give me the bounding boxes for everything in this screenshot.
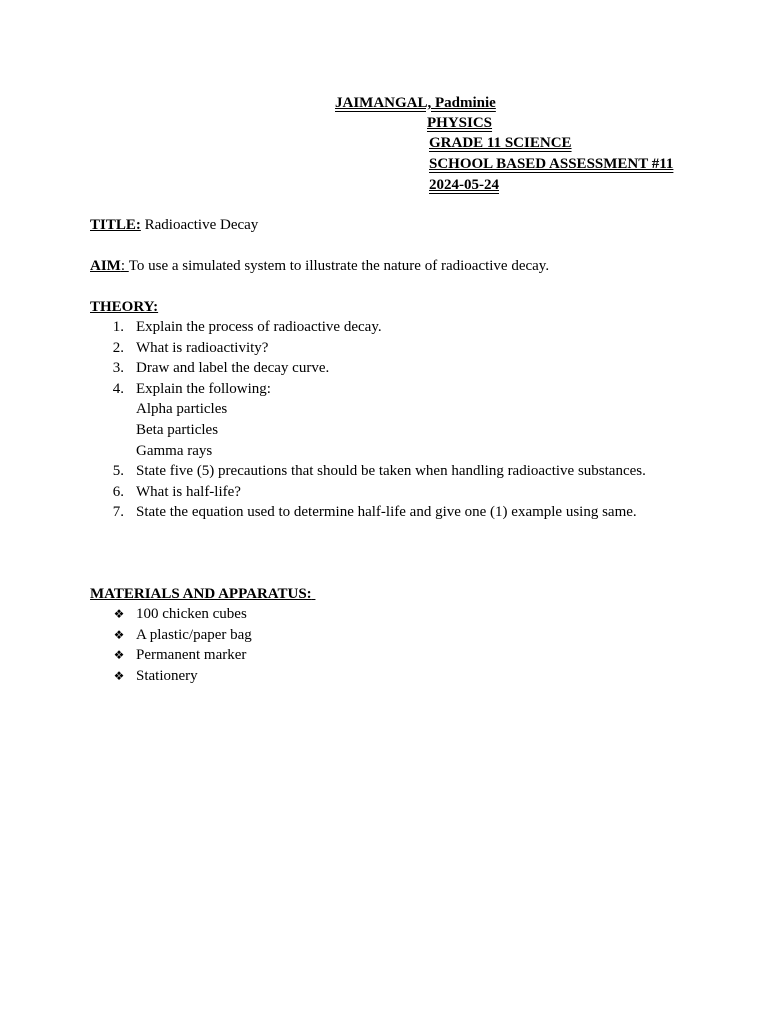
list-item: State five (5) precautions that should be taken when handling radioactive substances. (136, 463, 646, 479)
aim-label: AIM: (90, 258, 125, 274)
list-item: What is half-life? (136, 484, 241, 500)
list-item-number: 7. (112, 504, 124, 520)
list-item: Stationery (136, 668, 198, 684)
diamond-bullet-icon: ❖ (113, 669, 125, 683)
date-heading (429, 176, 543, 194)
list-item: Explain the process of radioactive decay. (136, 319, 382, 335)
list-item-number: 6. (112, 484, 124, 500)
list-item-number: 3. (112, 360, 124, 376)
sub-list-item: Alpha particles (136, 401, 228, 417)
diamond-bullet-icon: ❖ (113, 607, 125, 621)
grade-heading: GRADE 11 SCIENCE (429, 135, 572, 151)
list-item: Permanent marker (136, 647, 247, 663)
list-item: What is radioactivity? (136, 340, 269, 356)
title-text: Radioactive Decay (144, 217, 259, 233)
sub-list-item: Beta particles (136, 422, 219, 438)
list-item: A plastic/paper bag (136, 627, 252, 643)
materials-heading: MATERIALS AND APPARATUS: (90, 586, 312, 602)
list-item-number: 5. (112, 463, 124, 479)
aim-text: To use a simulated system to illustrate the nature of radioactive decay. (128, 258, 550, 274)
list-item-number: 2. (112, 340, 124, 356)
theory-heading: THEORY: (90, 299, 159, 315)
list-item-number: 4. (112, 381, 124, 397)
date-underline-pad (499, 176, 543, 194)
list-item: State the equation used to determine half-life and give one (1) example using same. (136, 504, 637, 520)
date-text: 2024-05-24 (429, 177, 499, 193)
subject-heading: PHYSICS (427, 115, 493, 131)
title-line (90, 216, 258, 234)
aim-line (90, 257, 549, 275)
list-item-number: 1. (112, 319, 124, 335)
list-item: 100 chicken cubes (136, 606, 247, 622)
diamond-bullet-icon: ❖ (113, 628, 125, 642)
list-item: Draw and label the decay curve. (136, 360, 330, 376)
diamond-bullet-icon: ❖ (113, 648, 125, 662)
list-item: Explain the following: (136, 381, 271, 397)
assessment-heading: SCHOOL BASED ASSESSMENT #11 (429, 156, 674, 172)
student-name: JAIMANGAL, Padminie (335, 95, 496, 111)
sub-list-item: Gamma rays (136, 443, 213, 459)
title-label: TITLE: (90, 217, 141, 233)
